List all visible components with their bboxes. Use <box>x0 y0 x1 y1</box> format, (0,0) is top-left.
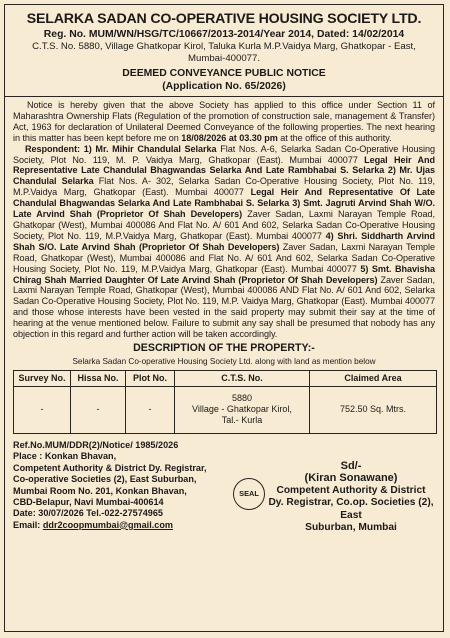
col-cts: C.T.S. No. <box>175 370 310 386</box>
public-notice <box>4 4 444 632</box>
registration-line: Reg. No. MUM/WN/HSG/TC/10667/2013-2014/Year 2014, Dated: 14/02/2014 <box>43 29 405 40</box>
property-subheading: Selarka Sadan Co-operative Housing Society Ltd. along with land as mention below <box>72 356 376 366</box>
property-heading: DESCRIPTION OF THE PROPERTY:- <box>133 341 315 354</box>
cell-plot: - <box>126 386 175 433</box>
email-link[interactable]: ddr2coopmumbai@gmail.com <box>42 519 173 530</box>
col-area: Claimed Area <box>310 370 437 386</box>
col-survey: Survey No. <box>14 370 71 386</box>
cell-hissa: - <box>71 386 126 433</box>
divider <box>5 96 443 97</box>
seal-stamp: SEAL <box>233 478 265 510</box>
signatory-name: (Kiran Sonawane) <box>304 472 398 485</box>
signature-block: Sd/- (Kiran Sonawane) Competent Authority & District Dy. Registrar, Co.op. Societies (2), East Suburban, Mumbai <box>265 460 437 534</box>
office-address: Ref.No.MUM/DDR(2)/Notice/ 1985/2026 Place : Konkan Bhavan, Competent Authority & District Dy. Registrar, Co-operative Societies (2), East Suburban, Mumbai Room No. 201, Konkan Bhavan, CBD-Belapur, Navi Mumbai-400614 Date: 30/07/2026 Tel.-022-27574965 Email: ddr2coopmumbai@gmail.com <box>13 440 223 531</box>
reference-number: Ref.No.MUM/DDR(2)/Notice/ 1985/2026 <box>13 439 179 450</box>
cell-cts: 5880 Village - Ghatkopar Kirol, Tal.- Kurla <box>175 386 310 433</box>
respondents-paragraph: Respondent: 1) Mr. Mihir Chandulal Selarka Flat Nos. A-6, Selarka Sadan Co-Operative Housing Society, Plot No. 119, M. P. Vaidya Marg, Ghatkopar (East). Mumbai 400077 Legal Heir And Representative Late Chandulal Bhagwandas Selarka And Late Rambhabai S. Selarka 2) Mr. Ujas Chandulal Selarka Flat Nos. A- 302, Selarka Sadan Co-Operative Housing Society, Plot No. 119, M.P.Vaidya Marg, Ghatkopar (East). Mumbai 400077 Legal Heir And Representative Of Late Chandulal Bhagwandas Selarka And Late Rambhabai S. Selarka 3) Smt. Jagruti Arvind Shah W/O. Late Arvind Shah (Proprietor Of Shah Developers) Zaver Sadan, Laxmi Narayan Temple Road, Ghatkopar (West), Mumbai 400086 And Flat No. A/ 601 And 602, Selarka Sadan Co-Operative Housing Society, Plot No. 119, M.P.Vaidya Marg, Ghatkopar (East). Mumbai 400077 4) Shri. Siddharth Arvind Shah S/O. Late Arvind Shah (Proprietor Of Shah Developers) Zaver Sadan, Laxmi Narayan Temple Road, Ghatkopar (West), Mumbai 400086 and Flat No. A/ 601 And 602, Selarka Sadan Co-Operative Housing Society, Plot No. 119, M.P.Vaidya Marg, Ghatkopar (East). Mumbai 400077 5) Smt. Bhavisha Chirag Shah Married Daughter Of Late Arvind Shah (Proprietor Of Shah Developers) Zaver Sadan, Laxmi Narayan Temple Road, Ghatkopar (West), Mumbai 400086 AND Flat No. A/ 601 And 602, Selarka Sadan Co-Operative Housing Society, Plot No. 119, M.P. Vaidya Marg, Ghatkopar (East). Mumbai 400077 and those whose interests have been vested in the said property may submit their say at the time of hearing at the venue mentioned below. Failure to submit any say shall be presumed that nobody has any objection in this regard and further action will be taken accordingly. <box>13 143 435 340</box>
society-title: SELARKA SADAN CO-OPERATIVE HOUSING SOCIETY LTD. <box>26 11 422 27</box>
application-number: (Application No. 65/2026) <box>162 81 286 92</box>
table-row <box>14 386 437 433</box>
email-line: Email: ddr2coopmumbai@gmail.com <box>13 519 173 530</box>
table-header-row <box>14 370 437 386</box>
notice-title: DEEMED CONVEYANCE PUBLIC NOTICE <box>122 68 326 79</box>
notice-intro: Notice is hereby given that the above Society has applied to this office under Section 11 of Maharashtra Ownership Flats (Regulation of the promotion of construction sale, management & Transfer) Act, 1963 for declaration of Unilateral Deemed Conveyance of the following properties. The next hearing in this matter has been kept before me on 18/08/2026 at 03.30 pm at the office of this authority. <box>13 100 435 143</box>
property-table <box>13 370 437 434</box>
notice-footer <box>13 440 435 568</box>
cell-area: 752.50 Sq. Mtrs. <box>310 386 437 433</box>
col-plot: Plot No. <box>126 370 175 386</box>
cell-survey: - <box>14 386 71 433</box>
date-tel: Date: 30/07/2026 Tel.-022-27574965 <box>13 508 163 519</box>
hearing-datetime: 18/08/2026 at 03.30 pm <box>181 132 278 143</box>
address-line: C.T.S. No. 5880, Village Ghatkopar Kirol, Taluka Kurla M.P.Vaidya Marg, Ghatkopar - East, Mumbai-400077. <box>32 41 416 64</box>
col-hissa: Hissa No. <box>71 370 126 386</box>
